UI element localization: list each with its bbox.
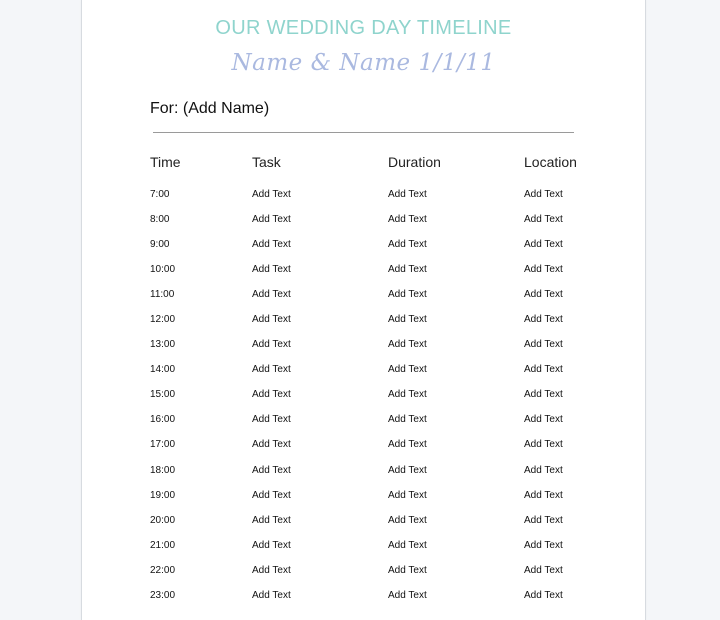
duration-cell[interactable]: Add Text — [388, 414, 427, 426]
duration-cell[interactable]: Add Text — [388, 389, 427, 401]
table-row — [82, 514, 645, 539]
time-cell: 15:00 — [150, 389, 176, 401]
time-cell: 10:00 — [150, 264, 176, 276]
location-cell[interactable]: Add Text — [524, 239, 563, 251]
time-cell: 20:00 — [150, 514, 176, 526]
location-cell[interactable]: Add Text — [524, 189, 563, 200]
table-row — [82, 438, 645, 463]
task-cell[interactable]: Add Text — [252, 414, 291, 426]
table-row — [82, 489, 645, 514]
time-cell: 7:00 — [150, 189, 170, 200]
location-cell[interactable]: Add Text — [524, 539, 563, 551]
location-cell[interactable]: Add Text — [524, 489, 563, 501]
duration-cell[interactable]: Add Text — [388, 464, 427, 476]
location-cell[interactable]: Add Text — [524, 439, 563, 451]
location-cell[interactable]: Add Text — [524, 314, 563, 326]
table-row — [82, 388, 645, 413]
location-cell[interactable]: Add Text — [524, 264, 563, 276]
table-row — [82, 188, 645, 213]
task-cell[interactable]: Add Text — [252, 439, 291, 451]
location-cell[interactable]: Add Text — [524, 514, 563, 526]
duration-cell[interactable]: Add Text — [388, 489, 427, 501]
task-cell[interactable]: Add Text — [252, 514, 291, 526]
table-row — [82, 263, 645, 288]
task-cell[interactable]: Add Text — [252, 389, 291, 401]
location-cell[interactable]: Add Text — [524, 214, 563, 226]
duration-cell[interactable]: Add Text — [388, 189, 427, 200]
duration-cell[interactable]: Add Text — [388, 514, 427, 526]
timeline-table — [82, 188, 645, 614]
duration-cell[interactable]: Add Text — [388, 214, 427, 226]
location-cell[interactable]: Add Text — [524, 289, 563, 301]
duration-cell[interactable]: Add Text — [388, 339, 427, 351]
time-cell: 8:00 — [150, 214, 170, 226]
time-cell: 18:00 — [150, 464, 176, 476]
table-row — [82, 338, 645, 363]
table-row — [82, 213, 645, 238]
task-cell[interactable]: Add Text — [252, 464, 291, 476]
time-cell: 19:00 — [150, 489, 176, 501]
column-header-duration: Duration — [388, 154, 441, 170]
table-row — [82, 589, 645, 614]
location-cell[interactable]: Add Text — [524, 464, 563, 476]
task-cell[interactable]: Add Text — [252, 539, 291, 551]
duration-cell[interactable]: Add Text — [388, 364, 427, 376]
table-row — [82, 313, 645, 338]
location-cell[interactable]: Add Text — [524, 564, 563, 576]
table-row — [82, 288, 645, 313]
table-row — [82, 539, 645, 564]
duration-cell[interactable]: Add Text — [388, 539, 427, 551]
page-title: OUR WEDDING DAY TIMELINE — [215, 17, 512, 39]
task-cell[interactable]: Add Text — [252, 239, 291, 251]
divider — [153, 132, 574, 133]
location-cell[interactable]: Add Text — [524, 389, 563, 401]
time-cell: 16:00 — [150, 414, 176, 426]
duration-cell[interactable]: Add Text — [388, 439, 427, 451]
task-cell[interactable]: Add Text — [252, 264, 291, 276]
column-header-location: Location — [524, 154, 577, 170]
table-row — [82, 413, 645, 438]
task-cell[interactable]: Add Text — [252, 189, 291, 200]
for-label: For: (Add Name) — [150, 100, 270, 117]
page-subtitle: Name & Name 1/1/11 — [231, 50, 496, 76]
task-cell[interactable]: Add Text — [252, 589, 291, 601]
table-row — [82, 238, 645, 263]
table-row — [82, 564, 645, 589]
duration-cell[interactable]: Add Text — [388, 589, 427, 601]
time-cell: 23:00 — [150, 589, 176, 601]
location-cell[interactable]: Add Text — [524, 364, 563, 376]
location-cell[interactable]: Add Text — [524, 414, 563, 426]
time-cell: 14:00 — [150, 364, 176, 376]
task-cell[interactable]: Add Text — [252, 214, 291, 226]
task-cell[interactable]: Add Text — [252, 489, 291, 501]
time-cell: 17:00 — [150, 439, 176, 451]
location-cell[interactable]: Add Text — [524, 589, 563, 601]
task-cell[interactable]: Add Text — [252, 564, 291, 576]
location-cell[interactable]: Add Text — [524, 339, 563, 351]
duration-cell[interactable]: Add Text — [388, 314, 427, 326]
task-cell[interactable]: Add Text — [252, 364, 291, 376]
duration-cell[interactable]: Add Text — [388, 289, 427, 301]
duration-cell[interactable]: Add Text — [388, 239, 427, 251]
duration-cell[interactable]: Add Text — [388, 264, 427, 276]
time-cell: 22:00 — [150, 564, 176, 576]
time-cell: 13:00 — [150, 339, 176, 351]
column-header-time: Time — [150, 154, 181, 170]
table-row — [82, 363, 645, 388]
duration-cell[interactable]: Add Text — [388, 564, 427, 576]
time-cell: 21:00 — [150, 539, 176, 551]
task-cell[interactable]: Add Text — [252, 339, 291, 351]
task-cell[interactable]: Add Text — [252, 289, 291, 301]
time-cell: 12:00 — [150, 314, 176, 326]
task-cell[interactable]: Add Text — [252, 314, 291, 326]
column-header-task: Task — [252, 154, 281, 170]
time-cell: 9:00 — [150, 239, 170, 251]
document-page — [81, 0, 646, 620]
table-row — [82, 464, 645, 489]
time-cell: 11:00 — [150, 289, 175, 301]
